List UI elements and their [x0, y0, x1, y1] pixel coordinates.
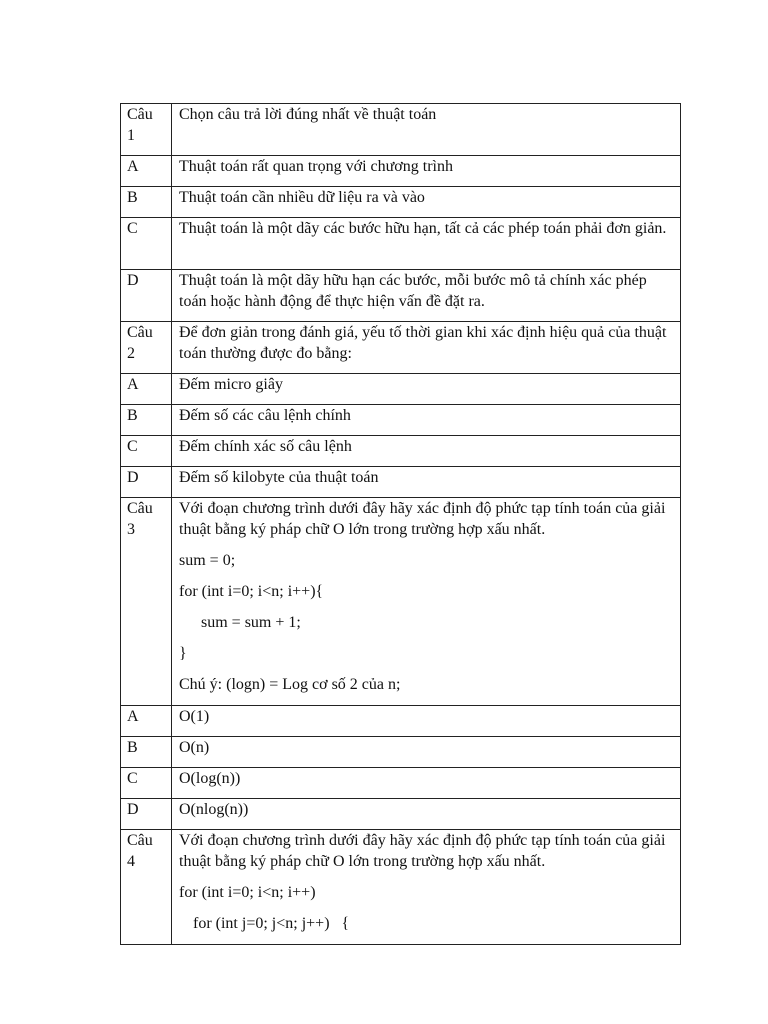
answer-label: A — [121, 374, 172, 405]
answer-text: Đếm micro giây — [172, 374, 681, 405]
answer-text: O(nlog(n)) — [172, 799, 681, 830]
question-line: Chọn câu trả lời đúng nhất về thuật toán — [179, 106, 437, 123]
answer-row — [121, 270, 681, 322]
answer-label: C — [121, 768, 172, 799]
code-line: for (int i=0; i<n; i++) — [179, 884, 316, 901]
answer-text: Đếm số kilobyte của thuật toán — [172, 467, 681, 498]
answer-text: Đếm số các câu lệnh chính — [172, 405, 681, 436]
answer-label: A — [121, 156, 172, 187]
question-text — [172, 322, 681, 374]
question-label: Câu 3 — [121, 498, 172, 706]
answer-label: C — [121, 218, 172, 270]
answer-row — [121, 737, 681, 768]
answer-row — [121, 374, 681, 405]
question-label: Câu 1 — [121, 104, 172, 156]
question-text — [172, 498, 681, 706]
question-text — [172, 104, 681, 156]
answer-label: B — [121, 405, 172, 436]
question-row — [121, 498, 681, 706]
answer-text: O(1) — [172, 706, 681, 737]
code-line: for (int j=0; j<n; j++) { — [193, 915, 350, 932]
answer-text: Thuật toán cần nhiều dữ liệu ra và vào — [172, 187, 681, 218]
question-row — [121, 322, 681, 374]
note-line: Chú ý: (logn) = Log cơ số 2 của n; — [179, 676, 401, 693]
question-text — [172, 830, 681, 945]
answer-row — [121, 799, 681, 830]
answer-text: Thuật toán rất quan trọng với chương trình — [172, 156, 681, 187]
question-label: Câu 2 — [121, 322, 172, 374]
answer-text: O(log(n)) — [172, 768, 681, 799]
code-line: sum = 0; — [179, 552, 236, 569]
answer-label: D — [121, 799, 172, 830]
answer-label: B — [121, 737, 172, 768]
answer-row — [121, 156, 681, 187]
answer-row — [121, 436, 681, 467]
answer-row — [121, 187, 681, 218]
answer-row — [121, 405, 681, 436]
answer-text: Thuật toán là một dãy hữu hạn các bước, mỗi bước mô tả chính xác phép toán hoặc hành động để thực hiện vấn đề đặt ra. — [172, 270, 681, 322]
answer-row — [121, 768, 681, 799]
question-line: Với đoạn chương trình dưới đây hãy xác định độ phức tạp tính toán của giải thuật bằng ký pháp chữ O lớn trong trường hợp xấu nhất. — [179, 832, 666, 870]
code-line: } — [179, 645, 187, 662]
question-row — [121, 830, 681, 945]
quiz-table — [120, 103, 681, 945]
answer-label: D — [121, 467, 172, 498]
answer-text: Đếm chính xác số câu lệnh — [172, 436, 681, 467]
answer-row — [121, 706, 681, 737]
answer-text: Thuật toán là một dãy các bước hữu hạn, tất cả các phép toán phải đơn giản. — [172, 218, 681, 270]
answer-text: O(n) — [172, 737, 681, 768]
answer-row — [121, 218, 681, 270]
question-line: Để đơn giản trong đánh giá, yếu tố thời gian khi xác định hiệu quả của thuật toán thường được đo bằng: — [179, 324, 667, 362]
code-line: for (int i=0; i<n; i++){ — [179, 583, 324, 600]
question-line: Với đoạn chương trình dưới đây hãy xác định độ phức tạp tính toán của giải thuật bằng ký pháp chữ O lớn trong trường hợp xấu nhất. — [179, 500, 666, 538]
code-line: sum = sum + 1; — [201, 614, 301, 631]
answer-label: D — [121, 270, 172, 322]
question-label: Câu 4 — [121, 830, 172, 945]
answer-label: C — [121, 436, 172, 467]
answer-label: B — [121, 187, 172, 218]
question-row — [121, 104, 681, 156]
answer-row — [121, 467, 681, 498]
answer-label: A — [121, 706, 172, 737]
